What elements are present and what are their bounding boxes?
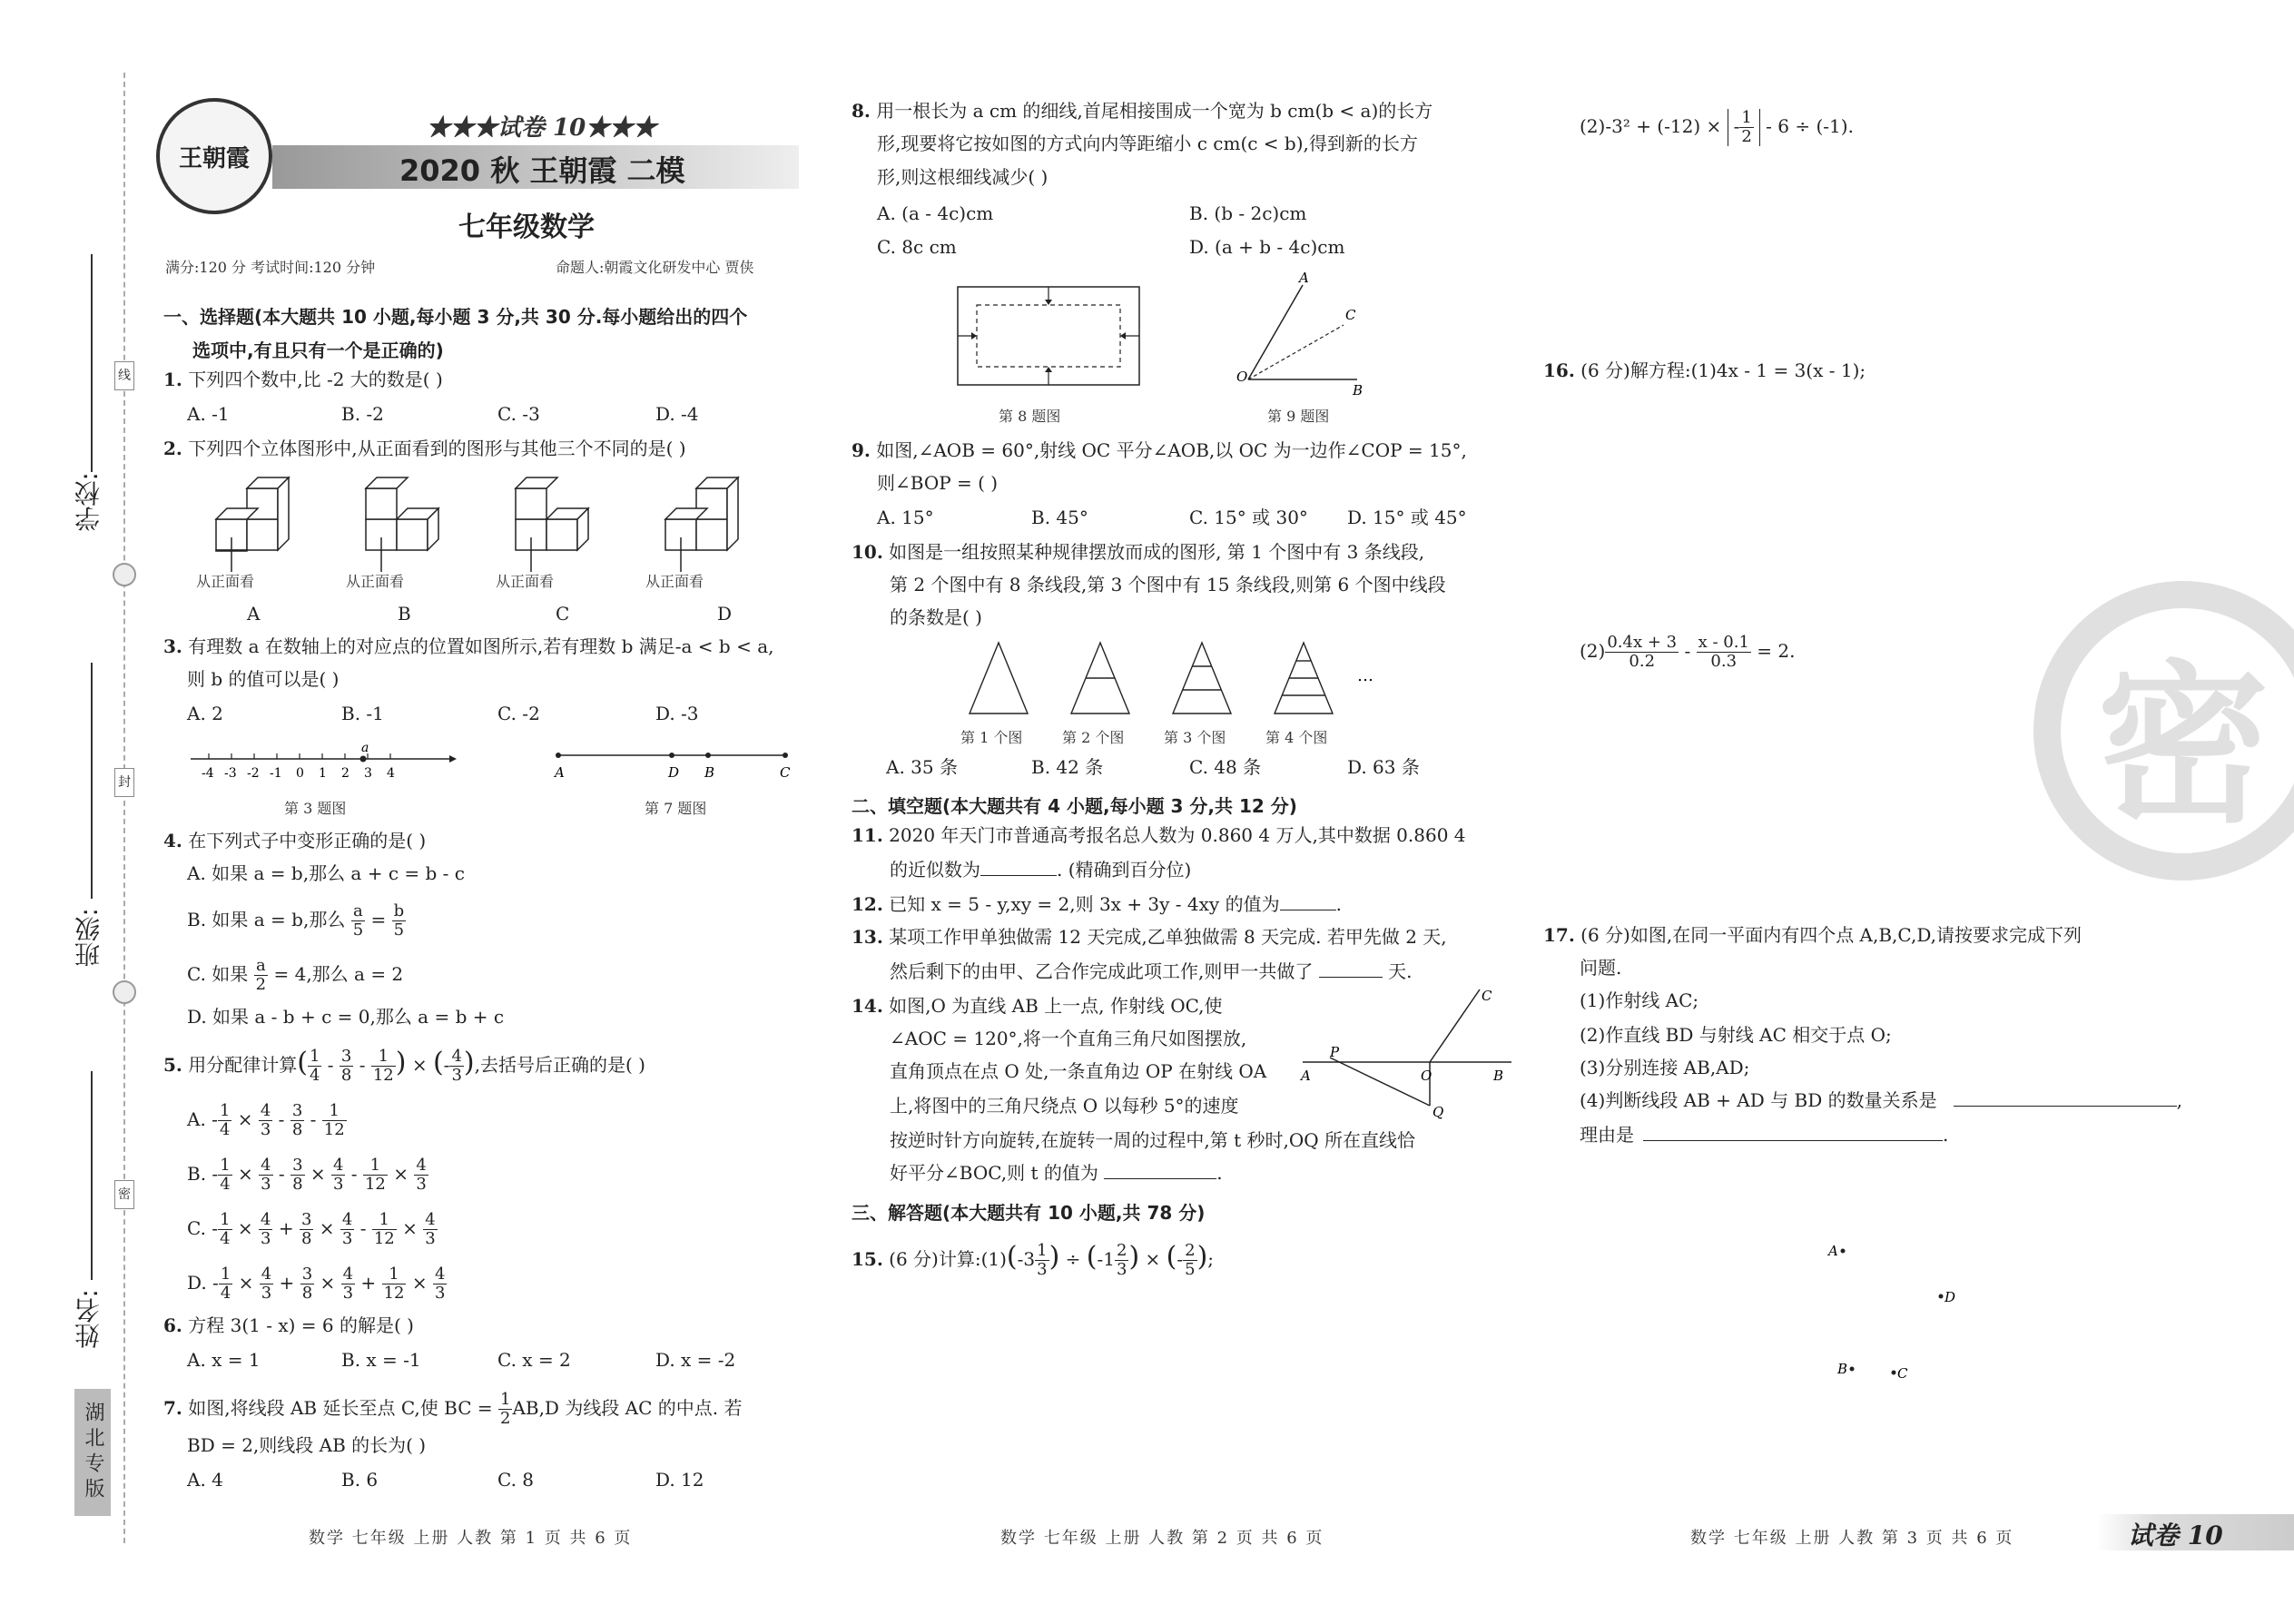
- q2-view-label-c: 从正面看: [496, 573, 555, 590]
- q10-option-c[interactable]: C. 48 条: [1189, 756, 1262, 778]
- question-text: 下列四个数中,比 -2 大的数是( ): [188, 369, 443, 390]
- q6-option-c[interactable]: C. x = 2: [497, 1349, 571, 1371]
- question-15: 15. (6 分)计算:(1)(-3 $\frac{1}{3}$ ) ÷ (-1 $\frac{2}{3}$ ) × (- $\frac{2}{5}$ );: [852, 1241, 1215, 1279]
- question-9-line-2: 则∠BOP = ( ): [877, 472, 999, 494]
- q2-view-label-d: 从正面看: [645, 573, 704, 590]
- q9-option-c[interactable]: C. 15° 或 30°: [1189, 507, 1308, 528]
- option-letter: C.: [187, 1217, 206, 1239]
- binding-hole-1: [113, 563, 136, 586]
- question-11: [852, 824, 1466, 846]
- question-text: 在下列式子中变形正确的是( ): [188, 830, 427, 851]
- question-3: [163, 635, 773, 657]
- question-14-line-5: 按逆时针方向旋转,在旋转一周的过程中,第 t 秒时,OQ 所在直线恰: [890, 1129, 1415, 1151]
- question-11-line-2: [890, 859, 1191, 881]
- question-12: [852, 893, 1342, 915]
- q13-text-2: 天.: [1388, 960, 1413, 982]
- question-5: 5. 用分配律计算( $\frac{1}{4}$ - $\frac{3}{8}$ - $\frac{1}{12}$ ) × (- $\frac{4}{3}$ ),去括号后正确的是( ): [163, 1047, 645, 1085]
- q3-tick-label: 0: [296, 766, 304, 781]
- q3-tick-label: 1: [319, 766, 327, 781]
- name-field[interactable]: [91, 1071, 93, 1280]
- q3-tick-label: 3: [364, 766, 372, 781]
- question-14-line-2: ∠AOC = 120°,将一个直角三角尺如图摆放,: [890, 1028, 1247, 1049]
- logo-text: 王朝霞: [178, 144, 250, 172]
- question-4: [163, 830, 426, 851]
- q3-tick-label: 4: [387, 766, 395, 781]
- question-number: 6.: [163, 1314, 182, 1336]
- section-2-title: 二、填空题(本大题共有 4 小题,每小题 3 分,共 12 分): [852, 795, 1297, 817]
- section-1-title-2: 选项中,有且只有一个是正确的): [192, 340, 444, 361]
- q5-option-a[interactable]: A. - $\frac{1}{4}$ × $\frac{4}{3}$ - $\frac{3}{8}$ - $\frac{1}{12}$: [187, 1101, 345, 1139]
- question-number: 11.: [852, 824, 883, 846]
- name-label: 姓名:: [74, 1289, 103, 1349]
- question-17-line-2: 问题.: [1580, 957, 1622, 979]
- q2-cube-figures: [182, 472, 799, 626]
- q10-ellipsis: …: [1357, 666, 1373, 685]
- q17-text: (4)判断线段 AB + AD 与 BD 的数量关系是: [1580, 1089, 1937, 1111]
- q15-part2-text-2: - 6 ÷ (-1).: [1766, 115, 1854, 137]
- q7-point-a: A: [555, 764, 565, 781]
- q6-option-d[interactable]: D. x = -2: [655, 1349, 736, 1371]
- question-number: 13.: [852, 926, 883, 948]
- watermark-glyph: 密: [2096, 645, 2269, 846]
- q1-option-d[interactable]: D. -4: [655, 403, 699, 425]
- q16-part2-label: (2): [1580, 640, 1606, 662]
- question-number: 2.: [163, 438, 182, 459]
- question-number: 10.: [852, 541, 883, 563]
- footer-page-1: 数学 七年级 上册 人教 第 1 页 共 6 页: [309, 1529, 633, 1548]
- school-field[interactable]: [91, 254, 93, 472]
- q3-number-line: [186, 743, 458, 788]
- footer-badge-text: 试卷 10: [2128, 1521, 2223, 1550]
- question-13: [852, 926, 1447, 948]
- q9-option-d[interactable]: D. 15° 或 45°: [1347, 507, 1467, 528]
- question-1: [163, 369, 443, 390]
- svg-text:A: A: [1301, 1068, 1311, 1084]
- svg-text:Q: Q: [1433, 1104, 1444, 1120]
- q3-tick-label: 2: [341, 766, 350, 781]
- q17-relation-blank[interactable]: [1954, 1106, 2177, 1107]
- svg-text:C: C: [1345, 307, 1356, 323]
- question-14-line-3: 直角顶点在点 O 处,一条直角边 OP 在射线 OA: [890, 1060, 1267, 1082]
- q11-text-2: . (精确到百分位): [1057, 859, 1192, 881]
- q7-point-b: B: [704, 764, 715, 781]
- q9-option-b[interactable]: B. 45°: [1031, 507, 1088, 528]
- figure-9-caption: 第 9 题图: [1267, 408, 1330, 425]
- q2-view-label-a: 从正面看: [196, 573, 255, 590]
- class-field[interactable]: [91, 663, 93, 899]
- q14-text-2: .: [1216, 1162, 1223, 1184]
- question-text: 某项工作甲单独做需 12 天完成,乙单独做需 8 天完成. 若甲先做 2 天,: [889, 926, 1447, 948]
- edition-badge: 湖北专版: [74, 1389, 111, 1516]
- q3-option-d[interactable]: D. -3: [655, 703, 699, 724]
- question-number: 1.: [163, 369, 182, 390]
- q17-point-d: D: [1944, 1289, 1956, 1305]
- exam-stars-title: ★★★试卷 10★★★: [427, 114, 657, 142]
- question-number: 5.: [163, 1054, 182, 1076]
- question-text-2: AB,D 为线段 AC 的中点. 若: [512, 1397, 743, 1419]
- q8-option-c[interactable]: C. 8c cm: [877, 236, 957, 258]
- q11-answer-blank[interactable]: [980, 875, 1057, 876]
- q4-option-b[interactable]: B. 如果 a = b,那么 $\frac{a}{5}$ = $\frac{b}{5}$: [187, 901, 405, 940]
- svg-text:B: B: [1493, 1068, 1504, 1084]
- q7-point-c: C: [780, 764, 791, 781]
- question-17-line-7: 理由是 .: [1580, 1124, 1949, 1146]
- q16-part2-rest: = 2.: [1757, 640, 1796, 662]
- question-text: (6 分)如图,在同一平面内有四个点 A,B,C,D,请按要求完成下列: [1580, 924, 2082, 946]
- question-3-line-2: 则 b 的值可以是( ): [187, 668, 340, 690]
- q3-option-c[interactable]: C. -2: [497, 703, 540, 724]
- q4-option-c-rest: = 4,那么 a = 2: [273, 963, 404, 985]
- main-title: 2020 秋 王朝霞 二模: [399, 153, 685, 188]
- question-10-line-3: 的条数是( ): [890, 606, 982, 628]
- question-number: 7.: [163, 1397, 182, 1419]
- question-10-line-2: 第 2 个图中有 8 条线段,第 3 个图中有 15 条线段,则第 6 个图中线段: [890, 574, 1446, 595]
- q17-reason-blank[interactable]: [1643, 1140, 1943, 1141]
- q3-tick-label: -4: [202, 766, 214, 781]
- section-3-title: 三、解答题(本大题共有 10 小题,共 78 分): [852, 1202, 1206, 1224]
- question-number: 8.: [852, 100, 871, 122]
- figure-3-caption: 第 3 题图: [284, 800, 347, 817]
- q3-tick-label: -3: [224, 766, 237, 781]
- question-8-line-2: 形,现要将它按如图的方式向内等距缩小 c cm(c < b),得到新的长方: [877, 133, 1418, 154]
- question-9: [852, 439, 1467, 461]
- q10-caption-2: 第 2 个图: [1062, 729, 1125, 746]
- question-7: 7. 如图,将线段 AB 延长至点 C,使 BC = $\frac{1}{2}$ AB,D 为线段 AC 的中点. 若: [163, 1390, 743, 1428]
- question-text: 用一根长为 a cm 的细线,首尾相接围成一个宽为 b cm(b < a)的长方: [876, 100, 1433, 122]
- figure-8-caption: 第 8 题图: [999, 408, 1061, 425]
- svg-text:P: P: [1330, 1044, 1340, 1060]
- q3-tick-label: -2: [247, 766, 260, 781]
- q7-option-d[interactable]: D. 12: [655, 1469, 704, 1491]
- question-text: 有理数 a 在数轴上的对应点的位置如图所示,若有理数 b 满足-a < b < a,: [188, 635, 774, 657]
- q14-figure: [1294, 980, 1521, 1126]
- question-text: 下列四个立体图形中,从正面看到的图形与其他三个不同的是( ): [188, 438, 686, 459]
- question-number: 12.: [852, 893, 883, 915]
- q7-option-b[interactable]: B. 6: [341, 1469, 379, 1491]
- q8-option-d[interactable]: D. (a + b - 4c)cm: [1189, 236, 1345, 258]
- exam-meta-left: 满分:120 分 考试时间:120 分钟: [165, 259, 376, 276]
- question-16: [1543, 359, 1866, 381]
- svg-text:O: O: [1236, 369, 1248, 385]
- question-7-line-2: BD = 2,则线段 AB 的长为( ): [187, 1434, 427, 1456]
- confidential-watermark: [2033, 581, 2294, 881]
- q6-option-a[interactable]: A. x = 1: [187, 1349, 261, 1371]
- question-17: [1543, 924, 2082, 946]
- q10-triangle-pattern: [962, 635, 1398, 726]
- q4-option-a[interactable]: A. 如果 a = b,那么 a + c = b - c: [187, 862, 465, 884]
- logo: [156, 98, 272, 214]
- q10-caption-1: 第 1 个图: [960, 729, 1023, 746]
- q11-text: 的近似数为: [890, 859, 980, 881]
- section-1-title: 一、选择题(本大题共 10 小题,每小题 3 分,共 30 分.每小题给出的四个: [163, 306, 748, 328]
- footer-page-2: 数学 七年级 上册 人教 第 2 页 共 6 页: [1000, 1529, 1324, 1548]
- q17-point-a: A: [1828, 1243, 1838, 1259]
- q3-option-a[interactable]: A. 2: [187, 703, 223, 724]
- q3-a-label: a: [361, 743, 369, 755]
- question-text-2: .: [1335, 893, 1342, 915]
- question-number: 14.: [852, 995, 883, 1017]
- svg-text:A: A: [1299, 272, 1309, 286]
- mark-xian: 线: [114, 361, 134, 390]
- question-text: 如图是一组按照某种规律摆放而成的图形, 第 1 个图中有 3 条线段,: [889, 541, 1425, 563]
- question-17-line-5: (3)分别连接 AB,AD;: [1580, 1057, 1750, 1078]
- q2-option-c[interactable]: C: [556, 603, 570, 625]
- q1-option-c[interactable]: C. -3: [497, 403, 540, 425]
- q4-option-c[interactable]: C. 如果 $\frac{a}{2}$ = 4,那么 a = 2: [187, 956, 404, 994]
- school-label: 学校:: [74, 472, 103, 532]
- svg-text:C: C: [1482, 988, 1492, 1004]
- q17-point-c: C: [1897, 1365, 1908, 1382]
- question-14: [852, 995, 1223, 1017]
- q14-answer-blank[interactable]: [1104, 1178, 1216, 1179]
- option-letter: D.: [187, 1272, 207, 1294]
- q9-option-a[interactable]: A. 15°: [877, 507, 934, 528]
- option-letter: B.: [187, 1163, 207, 1185]
- question-text: 如图,∠AOB = 60°,射线 OC 平分∠AOB,以 OC 为一边作∠COP = 15°,: [876, 439, 1467, 461]
- question-text: (6 分)计算:(1): [889, 1248, 1007, 1270]
- question-6: [163, 1314, 414, 1336]
- q2-option-d[interactable]: D: [717, 603, 733, 625]
- q4-option-d[interactable]: D. 如果 a - b + c = 0,那么 a = b + c: [187, 1006, 505, 1028]
- figure-7-caption: 第 7 题图: [645, 800, 707, 817]
- question-14-line-4: 上,将图中的三角尺绕点 O 以每秒 5°的速度: [890, 1095, 1239, 1117]
- q14-text: 好平分∠BOC,则 t 的值为: [890, 1162, 1098, 1184]
- q2-view-label-b: 从正面看: [346, 573, 405, 590]
- question-number: 16.: [1543, 359, 1575, 381]
- class-label: 班级:: [74, 908, 103, 968]
- q10-option-d[interactable]: D. 63 条: [1347, 756, 1420, 778]
- q1-option-a[interactable]: A. -1: [187, 403, 230, 425]
- question-text: 如图,O 为直线 AB 上一点, 作射线 OC,使: [889, 995, 1223, 1017]
- question-number: 17.: [1543, 924, 1575, 946]
- q3-tick-label: -1: [270, 766, 282, 781]
- q7-point-d: D: [668, 764, 680, 781]
- question-16-part-2: (2) $\frac{0.4x + 3}{0.2}$ - $\frac{x - 0.1}{0.3}$ = 2.: [1580, 633, 1796, 671]
- option-letter: A.: [187, 1108, 206, 1130]
- binding-hole-2: [113, 980, 136, 1004]
- subtitle: 七年级数学: [458, 212, 595, 243]
- q8-q9-figures: [944, 272, 1452, 399]
- q10-option-b[interactable]: B. 42 条: [1031, 756, 1104, 778]
- q8-option-b[interactable]: B. (b - 2c)cm: [1189, 202, 1307, 224]
- q13-answer-blank[interactable]: [1319, 977, 1383, 978]
- question-10: [852, 541, 1424, 563]
- question-text: 用分配律计算: [188, 1054, 298, 1076]
- q6-option-b[interactable]: B. x = -1: [341, 1349, 421, 1371]
- mark-mi: 密: [114, 1180, 134, 1209]
- question-text: 已知 x = 5 - y,xy = 2,则 3x + 3y - 4xy 的值为: [889, 893, 1280, 915]
- q4-option-b-text: B. 如果 a = b,那么: [187, 909, 346, 930]
- q10-caption-4: 第 4 个图: [1265, 729, 1328, 746]
- svg-text:B: B: [1353, 382, 1364, 399]
- question-13-line-2: [890, 960, 1412, 982]
- q13-text: 然后剩下的由甲、乙合作完成此项工作,则甲一共做了: [890, 960, 1314, 982]
- question-14-line-6: [890, 1162, 1223, 1184]
- svg-text:O: O: [1421, 1068, 1433, 1084]
- question-17-line-4: (2)作直线 BD 与射线 AC 相交于点 O;: [1580, 1024, 1892, 1046]
- q3-option-b[interactable]: B. -1: [341, 703, 384, 724]
- q2-option-a[interactable]: A: [247, 603, 261, 625]
- question-number: 3.: [163, 635, 182, 657]
- question-text: 方程 3(1 - x) = 6 的解是( ): [188, 1314, 414, 1336]
- question-text: 如图,将线段 AB 延长至点 C,使 BC =: [188, 1397, 493, 1419]
- question-text: (6 分)解方程:(1)4x - 1 = 3(x - 1);: [1580, 359, 1866, 381]
- q17-point-b: B: [1837, 1361, 1848, 1377]
- q8-option-a[interactable]: A. (a - 4c)cm: [877, 202, 994, 224]
- q7-option-a[interactable]: A. 4: [187, 1469, 223, 1491]
- q1-option-b[interactable]: B. -2: [341, 403, 384, 425]
- q17-reason-label: 理由是: [1580, 1124, 1634, 1146]
- q17-points-figure: [1816, 1225, 1961, 1389]
- question-17-line-3: (1)作射线 AC;: [1580, 989, 1699, 1011]
- question-number: 4.: [163, 830, 182, 851]
- question-text-2: ,去括号后正确的是( ): [474, 1054, 645, 1076]
- q15-part2-text: (2)-3² + (-12) ×: [1580, 115, 1722, 137]
- question-number: 9.: [852, 439, 871, 461]
- q5-option-d[interactable]: D. - $\frac{1}{4}$ × $\frac{4}{3}$ + $\frac{3}{8}$ × $\frac{4}{3}$ + $\frac{1}{12}$ × $\frac{4}{3}$: [187, 1265, 446, 1303]
- q5-option-c[interactable]: C. - $\frac{1}{4}$ × $\frac{4}{3}$ + $\frac{3}{8}$ × $\frac{4}{3}$ - $\frac{1}{12}$ × $\frac{4}{3}$: [187, 1210, 436, 1248]
- footer-page-3: 数学 七年级 上册 人教 第 3 页 共 6 页: [1690, 1529, 2014, 1548]
- binding-line: [123, 73, 125, 1543]
- q5-option-b[interactable]: B. - $\frac{1}{4}$ × $\frac{4}{3}$ - $\frac{3}{8}$ × $\frac{4}{3}$ - $\frac{1}{12}$ × $\frac{4}{3}$: [187, 1156, 427, 1194]
- question-number: 15.: [852, 1248, 883, 1270]
- q2-option-b[interactable]: B: [398, 603, 411, 625]
- question-8-line-3: 形,则这根细线减少( ): [877, 166, 1049, 188]
- question-17-line-6: (4)判断线段 AB + AD 与 BD 的数量关系是 ,: [1580, 1089, 2182, 1111]
- question-text: 2020 年天门市普通高考报名总人数为 0.860 4 万人,其中数据 0.860 4: [889, 824, 1466, 846]
- exam-meta-right: 命题人:朝霞文化研发中心 贾侠: [556, 259, 754, 276]
- q10-option-a[interactable]: A. 35 条: [886, 756, 958, 778]
- question-15-part-2: (2)-3² + (-12) × - $\frac{1}{2}$ - 6 ÷ (-1).: [1580, 108, 1854, 146]
- q7-segment-figure: [549, 743, 794, 788]
- mark-feng: 封: [114, 768, 134, 797]
- q4-option-c-text: C. 如果: [187, 963, 249, 985]
- q7-option-c[interactable]: C. 8: [497, 1469, 535, 1491]
- question-2: [163, 438, 686, 459]
- q10-caption-3: 第 3 个图: [1164, 729, 1226, 746]
- question-8: [852, 100, 1433, 122]
